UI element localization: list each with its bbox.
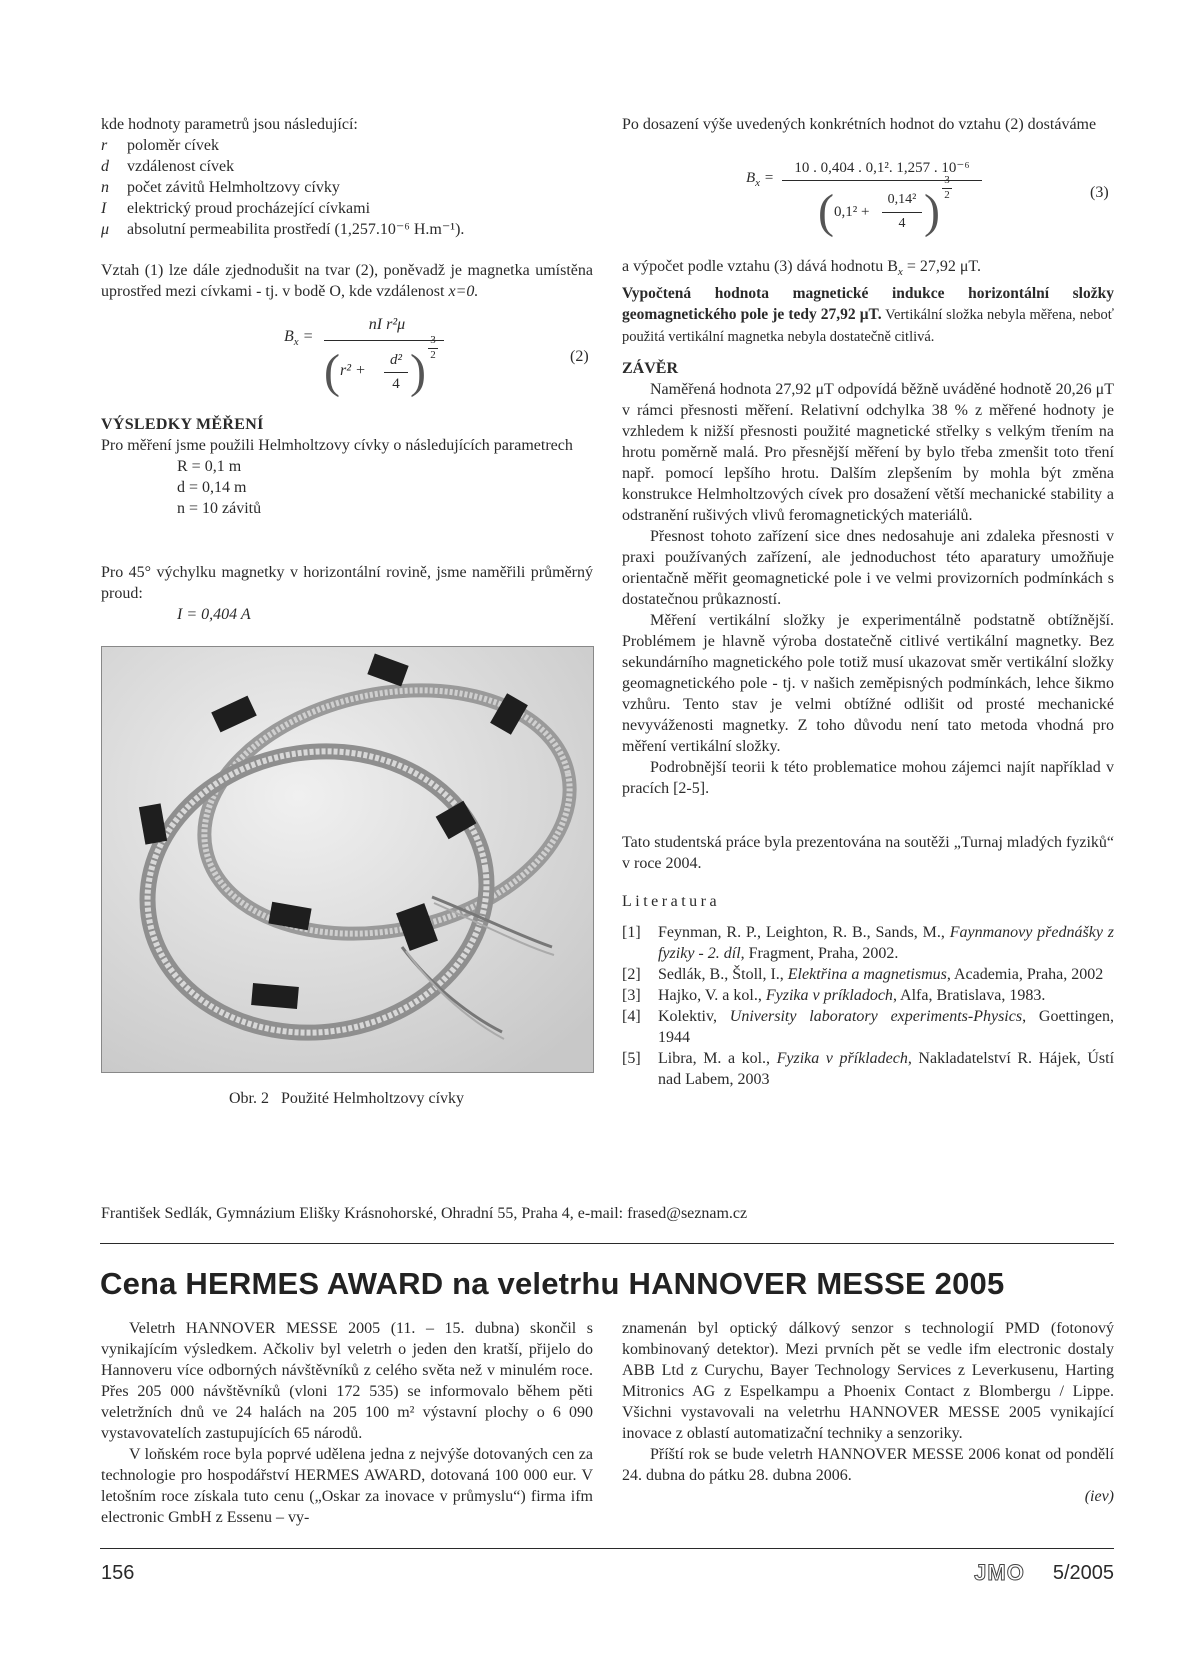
reference-authors: Feynman, R. P., Leighton, R. B., Sands, M., (658, 924, 950, 941)
reference-title: Fyzika v príkladoch (765, 987, 893, 1004)
section-divider (100, 1243, 1114, 1244)
eq3-lhs: B (746, 170, 756, 186)
value-list (101, 456, 593, 519)
value-row: d = 0,14 m (177, 479, 247, 496)
reference-title: Faynmanovy přednášky z fyziky - 2. díl (658, 924, 1114, 962)
simplify-x: x=0. (448, 283, 479, 300)
eq3-den-frac-bar (882, 212, 922, 213)
simplify-text: Vztah (1) lze dále zjednodušit na tvar (2), poněvadž je magnetka umístěna uprostřed mezi cívkami - tj. v bodě O, kde vzdálenost (101, 262, 593, 300)
current-text: Pro 45° výchylku magnetky v horizontální rovině, jsme naměřili průměrný proud: (101, 564, 593, 602)
value-row: R = 0,1 m (177, 458, 242, 475)
eq2-exp-den: 2 (430, 349, 436, 361)
page-number: 156 (101, 1562, 135, 1584)
reference-publisher: , Alfa, Bratislava, 1983. (892, 987, 1046, 1004)
reference-list (622, 922, 1114, 1090)
small-note: Vertikální složka nebyla měřena, neboť použitá vertikální magnetka nebyla dostatečně citlivá. (622, 307, 1114, 346)
eq3-exp-num: 3 (944, 174, 950, 186)
param-row (101, 135, 593, 156)
param-desc: počet závitů Helmholtzovy cívky (127, 179, 340, 196)
left-column (101, 114, 593, 240)
reference-number: [4] (622, 1008, 641, 1025)
footer-right (974, 1560, 1114, 1586)
reference-authors: Hajko, V. a kol., (658, 987, 766, 1004)
reference-text (658, 1048, 1114, 1090)
eq3-denominator: ( 0,1² + 0,14² 4 ) 3 2 (818, 184, 968, 244)
footer-divider (100, 1548, 1114, 1549)
current-value: I = 0,404 A (177, 606, 251, 623)
eq3-label: (3) (1090, 184, 1109, 201)
subst-paragraph: Po dosazení výše uvedených konkrétních hodnot do vztahu (2) dostáváme (622, 116, 1097, 133)
article2-left (101, 1318, 593, 1528)
eq3-fraction-bar (782, 180, 982, 181)
article2-title: Cena HERMES AWARD na veletrhu HANNOVER MESSE 2005 (100, 1266, 1005, 1301)
reference-item (622, 985, 1114, 1006)
reference-publisher: , Fragment, Praha, 2002. (740, 945, 899, 962)
article2-left-p2: V loňském roce byla poprvé udělena jedna z nejvýše dotovaných cen za technologie pro hospodářství HERMES AWARD, dotovaná 100 000 eur. V letošním roce získala tuto cenu („Oskar za inovace v průmyslu“) firma ifm electronic GmbH z Essenu – vy- (101, 1446, 593, 1526)
eq2-den-a: r² + (340, 362, 366, 379)
reference-number: [2] (622, 966, 641, 983)
conclusion-section (622, 358, 1114, 799)
value-row: n = 10 závitů (177, 500, 262, 517)
eq2-den-frac-den: 4 (392, 376, 400, 392)
results-heading: VÝSLEDKY MĚŘENÍ (101, 416, 264, 433)
student-note: Tato studentská práce byla prezentována na soutěži „Turnaj mladých fyziků“ v roce 2004. (622, 834, 1114, 872)
param-list (101, 135, 593, 240)
calc-value: = 27,92 μT. (902, 258, 981, 275)
reference-text (658, 985, 1114, 1006)
reference-text (658, 964, 1114, 985)
param-row (101, 198, 593, 219)
eq3-den-frac-num: 0,14² (887, 192, 917, 207)
issue-number: 5/2005 (1052, 1561, 1114, 1584)
eq3-sub: x (755, 177, 761, 189)
calc-sub: x (897, 266, 903, 279)
reference-authors: Sedlák, B., Štoll, I., (658, 966, 788, 983)
eq2-numerator: nI r²μ (368, 316, 406, 333)
calc-paragraph (622, 256, 1114, 348)
param-row (101, 219, 593, 240)
results-section (101, 414, 593, 519)
eq2-sub: x (293, 336, 299, 349)
eq3-den-frac-den: 4 (898, 216, 906, 231)
reference-text (658, 922, 1114, 964)
eq2-fraction-bar (324, 340, 444, 341)
coils-photo (101, 646, 594, 1073)
figure-caption: Obr. 2 Použité Helmholtzovy cívky (228, 1090, 465, 1107)
eq2-den-frac-bar (384, 372, 408, 373)
param-desc: absolutní permeabilita prostředí (1,257.10⁻⁶ H.m⁻¹). (127, 221, 465, 238)
param-symbol: r (101, 137, 108, 154)
article2-right-p2: Příští rok se bude veletrh HANNOVER MESSE 2006 konat od pondělí 24. dubna do pátku 28. dubna 2006. (622, 1446, 1114, 1484)
literature-heading: Literatura (622, 893, 721, 910)
author-line: František Sedlák, Gymnázium Elišky Krásnohorské, Ohradní 55, Praha 4, e-mail: frased@seznam.cz (101, 1205, 748, 1222)
results-text: Pro měření jsme použili Helmholtzovy cívky o následujících parametrech (101, 437, 573, 454)
equation-2: $B_x$ = nI r²μ ( r² + d² 4 ) 3 2 (2) (284, 310, 604, 402)
param-row (101, 156, 593, 177)
params-intro: kde hodnoty parametrů jsou následující: (101, 116, 358, 133)
param-symbol: I (101, 200, 107, 217)
conclusion-p2: Přesnost tohoto zařízení sice dnes nedosahuje ani zdaleka přesnosti v praxi používaných zařízení, ale jednoduchost této aparatury umožňuje orientačně měřit geomagnetické pole i ve velmi provizorních podmínkách s dostatečnou průkazností. (622, 528, 1114, 608)
reference-item (622, 922, 1114, 964)
reference-number: [3] (622, 987, 641, 1004)
eq3-numerator: 10 . 0,404 . 0,1². 1,257 . 10⁻⁶ (794, 160, 970, 176)
eq2-denominator: ( r² + d² 4 ) 3 2 (324, 344, 454, 402)
equation-3: $B_x$ = 10 . 0,404 . 0,1². 1,257 . 10⁻⁶ ( 0,1² + 0,14² 4 ) 3 2 (3) (746, 156, 1116, 248)
conclusion-p1: Naměřená hodnota 27,92 μT odpovídá běžně uváděné hodnotě 20,26 μT v rámci přesnosti měření. Relativní odchylka 38 % z měřené hodnoty je vzhledem k nižší přesnosti použité magnetické střelky s velkým třením na hrotu poměrně malá. Pro přesnější měření by bylo třeba zmenšit toto tření např. pomocí lepšího hrotu. Dalším zlepšením by mohla být změna konstrukce Helmholtzových cívek pro dosažení větší mechanické stability a odstranění rušivých vlivů feromagnetických materiálů. (622, 381, 1114, 524)
simplify-paragraph (101, 260, 593, 302)
param-row (101, 177, 593, 198)
reference-number: [5] (622, 1050, 641, 1067)
reference-item (622, 1006, 1114, 1048)
article2-right-p1: znamenán byl optický dálkový senzor s technologií PMD (fotonový kombinovaný detektor). Mezi prvních pět se vedle ifm electronic dostaly ABB Ltd z Curychu, Bayer Technology Services z Leverkusenu, Harting Mitronics AG z Espelkampu a Phoenix Contact z Blombergu / Lippe. Všichni vystavovali na veletrhu HANNOVER MESSE 2005 vynikající inovace z oblastí automatizační techniky a senzoriky. (622, 1320, 1114, 1442)
article2-signature: (iev) (1084, 1488, 1114, 1505)
reference-publisher: , Nakladatelství R. Hájek, Ústí nad Labem, 2003 (658, 1050, 1115, 1088)
reference-publisher: , Academia, Praha, 2002 (946, 966, 1104, 983)
conclusion-p4: Podrobnější teorii k této problematice mohou zájemci najít například v pracích [2-5]. (622, 759, 1114, 797)
jmo-logo: JMO (974, 1560, 1025, 1585)
bold-result: Vypočtená hodnota magnetické indukce horizontální složky geomagnetického pole je tedy 27,92 μT. (622, 285, 1114, 324)
current-section (101, 562, 593, 625)
eq2-den-frac-num: d² (390, 352, 402, 368)
eq3-exp-den: 2 (944, 189, 950, 201)
param-symbol: μ (101, 221, 110, 238)
reference-title: University laboratory experiments-Physics (729, 1008, 1023, 1025)
param-symbol: d (101, 158, 109, 175)
helmholtz-coils-image (102, 647, 593, 1072)
reference-authors: Libra, M. a kol., (658, 1050, 777, 1067)
conclusion-p3: Měření vertikální složky je experimentálně podstatně obtížnější. Problémem je hlavně výroba dostatečně citlivé vertikální magnetky. Bez sekundárního magnetického pole totiž musí ukazovat směr vertikální složky geomagnetického pole - tj. v našich zeměpisných podmínkách, lehce šikmo vzhůru. Tento stav je velmi obtížné odlišit od prosté mechanické nevyváženosti magnetky. Z toho důvodu není tato metoda vhodná pro měření vertikální složky. (622, 612, 1114, 755)
calc-text: a výpočet podle vztahu (3) dává hodnotu B (622, 258, 898, 275)
eq2-lhs: B (284, 328, 294, 345)
reference-number: [1] (622, 924, 641, 941)
reference-authors: Kolektiv, (658, 1008, 730, 1025)
reference-title: Elektřina a magnetismus (787, 966, 947, 983)
reference-title: Fyzika v příkladech (776, 1050, 908, 1067)
param-desc: elektrický proud procházející cívkami (127, 200, 371, 217)
eq2-exp-num: 3 (430, 334, 436, 346)
reference-text (658, 1006, 1114, 1048)
article2-right (622, 1318, 1114, 1507)
conclusion-heading: ZÁVĚR (622, 360, 679, 377)
reference-item (622, 964, 1114, 985)
reference-publisher: , Goettingen, 1944 (658, 1008, 1115, 1046)
param-desc: vzdálenost cívek (127, 158, 235, 175)
reference-item (622, 1048, 1114, 1090)
param-desc: poloměr cívek (127, 137, 219, 154)
article2-left-p1: Veletrh HANNOVER MESSE 2005 (11. – 15. dubna) skončil s vynikajícím výsledkem. Ačkoliv byl veletrh o jeden den kratší, přijelo do Hannoveru více odborných návštěvníků z celého světa než v minulém roce. Přes 205 000 návštěvníků (vloni 172 535) se informovalo během pěti veletržních dnů ve 24 halách na 205 100 m² výstavní plochy o 6 090 vystavovatelích zastupujících 65 národů. (101, 1320, 593, 1442)
param-symbol: n (101, 179, 109, 196)
eq3-den-a: 0,1² + (834, 204, 870, 220)
eq2-label: (2) (570, 348, 589, 365)
